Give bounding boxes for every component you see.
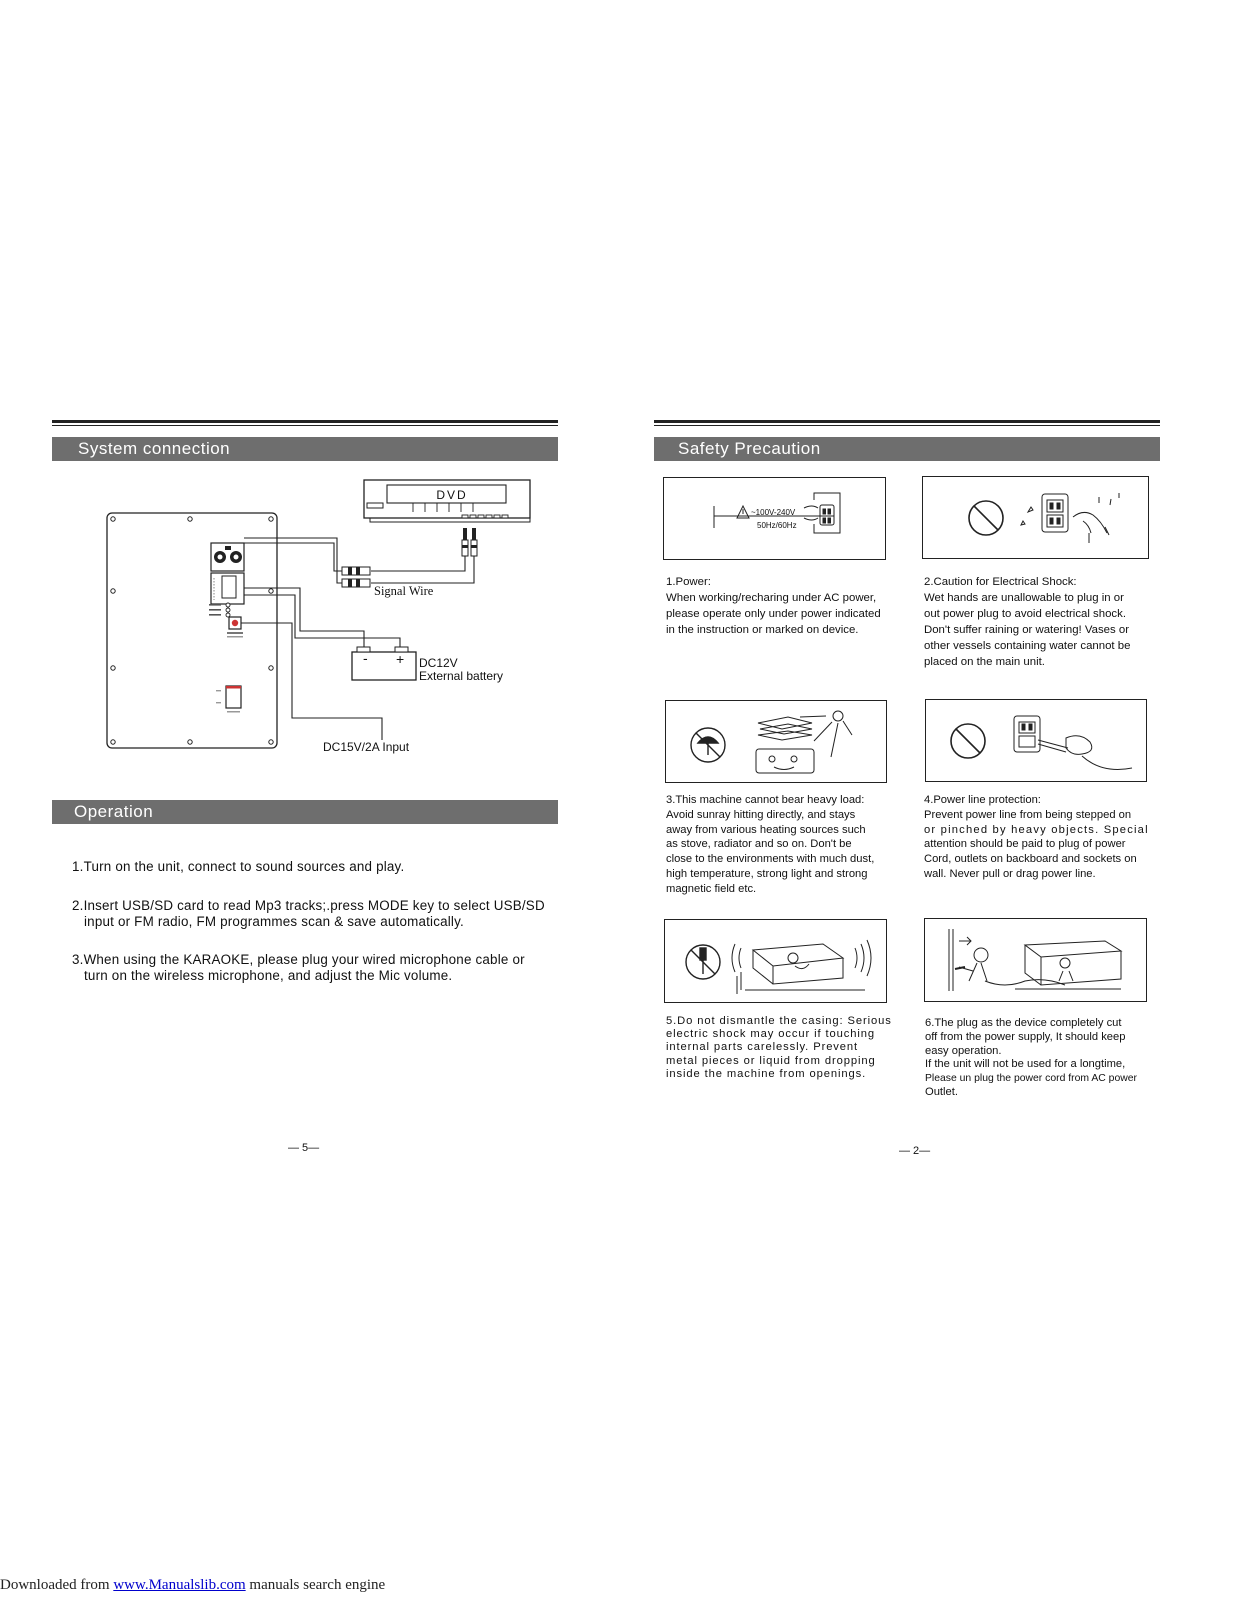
operation-item-1 bbox=[72, 859, 562, 875]
system-connection-diagram bbox=[100, 470, 560, 770]
signal-wire bbox=[244, 538, 474, 583]
section-header-safety-precaution bbox=[654, 437, 1160, 461]
external-battery-icon bbox=[352, 647, 416, 680]
unit-casing-icon bbox=[732, 940, 871, 994]
header-rule-thick bbox=[654, 420, 1160, 423]
battery-plus: + bbox=[396, 651, 405, 667]
battery-voltage-label: DC12V bbox=[419, 656, 458, 670]
illustration-plug bbox=[924, 918, 1147, 1002]
safety-item-line: away from various heating sources such bbox=[666, 823, 866, 836]
safety-item-line: magnetic field etc. bbox=[666, 882, 757, 895]
dc-input-label: DC15V/2A Input bbox=[323, 740, 410, 754]
section-title: Safety Precaution bbox=[678, 439, 821, 458]
battery-minus: - bbox=[363, 650, 368, 666]
safety-item-line: in the instruction or marked on device. bbox=[666, 624, 859, 636]
panel-screw-icons bbox=[111, 517, 273, 744]
safety-item-title: 5.Do not dismantle the casing: Serious bbox=[666, 1015, 892, 1027]
knob-icons bbox=[226, 603, 230, 617]
safety-item-line: Wet hands are unallowable to plug in or bbox=[924, 592, 1124, 604]
battery-label: External battery bbox=[419, 669, 504, 683]
header-rule-thin bbox=[654, 425, 1160, 426]
no-umbrella-icon bbox=[691, 728, 725, 762]
safety-item-line: Prevent power line from being stepped on bbox=[924, 808, 1132, 821]
plug-unit-icon bbox=[949, 929, 1121, 991]
safety-item-title: 2.Caution for Electrical Shock: bbox=[924, 576, 1077, 588]
header-rule-thick bbox=[52, 420, 558, 423]
dvd-player-icon bbox=[364, 480, 530, 522]
footer-suffix: manuals search engine bbox=[245, 1577, 386, 1593]
operation-line: input or FM radio, FM programmes scan & save automatically. bbox=[84, 914, 464, 929]
power-switch bbox=[226, 686, 241, 708]
prohibited-icon bbox=[969, 501, 1003, 535]
safety-item-line: placed on the main unit. bbox=[924, 656, 1045, 668]
power-frequency: 50Hz/60Hz bbox=[757, 521, 797, 530]
safety-item-line: Don't suffer raining or watering! Vases or bbox=[924, 624, 1129, 636]
wet-hand-plug-icon bbox=[1021, 493, 1119, 543]
safety-item-line: close to the environments with much dust, bbox=[666, 853, 875, 866]
safety-item-line: Please un plug the power cord from AC power bbox=[925, 1073, 1137, 1085]
safety-item-line: other vessels containing water cannot be bbox=[924, 640, 1131, 652]
prohibited-icon bbox=[951, 724, 985, 758]
speaker-back-panel bbox=[107, 513, 277, 748]
safety-item-line: internal parts carelessly. Prevent bbox=[666, 1041, 859, 1054]
page-number-left: — 5— bbox=[288, 1142, 320, 1154]
safety-item-title: 4.Power line protection: bbox=[924, 794, 1041, 806]
safety-item-line: as stove, radiator and so on. Don't be bbox=[666, 838, 852, 851]
section-title: Operation bbox=[74, 802, 154, 821]
safety-item-5 bbox=[666, 1015, 916, 1081]
dc-input-wire bbox=[241, 623, 382, 740]
operation-line: turn on the wireless microphone, and adjust the Mic volume. bbox=[84, 968, 453, 983]
dvd-label: DVD bbox=[436, 488, 468, 502]
control-module bbox=[211, 573, 244, 604]
operation-item-2 bbox=[72, 898, 562, 930]
operation-line: 3.When using the KARAOKE, please plug your wired microphone cable or bbox=[72, 952, 525, 967]
wall-outlet-icon bbox=[804, 493, 840, 533]
safety-item-line: out power plug to avoid electrical shock. bbox=[924, 608, 1126, 620]
safety-item-line: electric shock may occur if touching bbox=[666, 1028, 875, 1041]
operation-item-3 bbox=[72, 952, 562, 984]
overloaded-unit-icon bbox=[756, 717, 814, 773]
safety-item-4 bbox=[924, 793, 1164, 882]
no-screwdriver-icon bbox=[686, 945, 720, 979]
operation-line: 1.Turn on the unit, connect to sound sources and play. bbox=[72, 859, 405, 874]
power-voltage: ~100V-240V bbox=[751, 508, 796, 517]
safety-item-1 bbox=[666, 574, 906, 638]
safety-item-line: Outlet. bbox=[925, 1085, 958, 1098]
signal-wire-label: Signal Wire bbox=[374, 584, 434, 598]
safety-item-title: 1.Power: bbox=[666, 576, 711, 588]
header-rule-thin bbox=[52, 425, 558, 426]
section-header-operation bbox=[52, 800, 558, 824]
download-footer bbox=[0, 1577, 385, 1594]
safety-item-line: If the unit will not be used for a longtime, bbox=[925, 1058, 1126, 1071]
safety-item-line: attention should be paid to plug of power bbox=[924, 838, 1126, 851]
safety-item-line: metal pieces or liquid from dropping bbox=[666, 1054, 876, 1067]
illustration-dismantle bbox=[664, 919, 887, 1003]
page-number-right: — 2— bbox=[899, 1145, 931, 1157]
section-title: System connection bbox=[78, 439, 231, 458]
illustration-power bbox=[663, 477, 886, 560]
safety-item-6 bbox=[925, 1017, 1165, 1100]
safety-item-title: 3.This machine cannot bear heavy load: bbox=[666, 794, 865, 806]
safety-item-line: inside the machine from openings. bbox=[666, 1067, 867, 1080]
manualslib-link[interactable]: www.Manualslib.com bbox=[113, 1577, 246, 1593]
footer-prefix: Downloaded from bbox=[0, 1577, 114, 1593]
safety-item-line: off from the power supply, It should keep bbox=[925, 1030, 1126, 1043]
safety-item-line: high temperature, strong light and strong bbox=[666, 867, 868, 880]
safety-item-line: or pinched by heavy objects. Special bbox=[924, 823, 1149, 836]
illustration-electrical-shock bbox=[922, 476, 1149, 559]
safety-item-line: Avoid sunray hitting directly, and stays bbox=[666, 808, 856, 821]
safety-item-line: Cord, outlets on backboard and sockets on bbox=[924, 853, 1137, 866]
rca-plugs-dvd bbox=[462, 528, 477, 556]
pulling-cord-icon bbox=[1014, 716, 1132, 770]
illustration-power-line bbox=[925, 699, 1147, 782]
illustration-heavy-load bbox=[665, 700, 887, 783]
safety-item-line: When working/recharing under AC power, bbox=[666, 592, 877, 604]
safety-item-3 bbox=[666, 793, 906, 897]
safety-item-line: easy operation. bbox=[925, 1044, 1002, 1057]
section-header-system-connection bbox=[52, 437, 558, 461]
safety-item-2 bbox=[924, 574, 1164, 670]
safety-item-title: 6.The plug as the device completely cut bbox=[925, 1017, 1122, 1029]
safety-item-line: please operate only under power indicated bbox=[666, 608, 881, 620]
safety-item-line: wall. Never pull or drag power line. bbox=[924, 867, 1096, 880]
operation-line: 2.Insert USB/SD card to read Mp3 tracks;.press MODE key to select USB/SD bbox=[72, 898, 545, 913]
